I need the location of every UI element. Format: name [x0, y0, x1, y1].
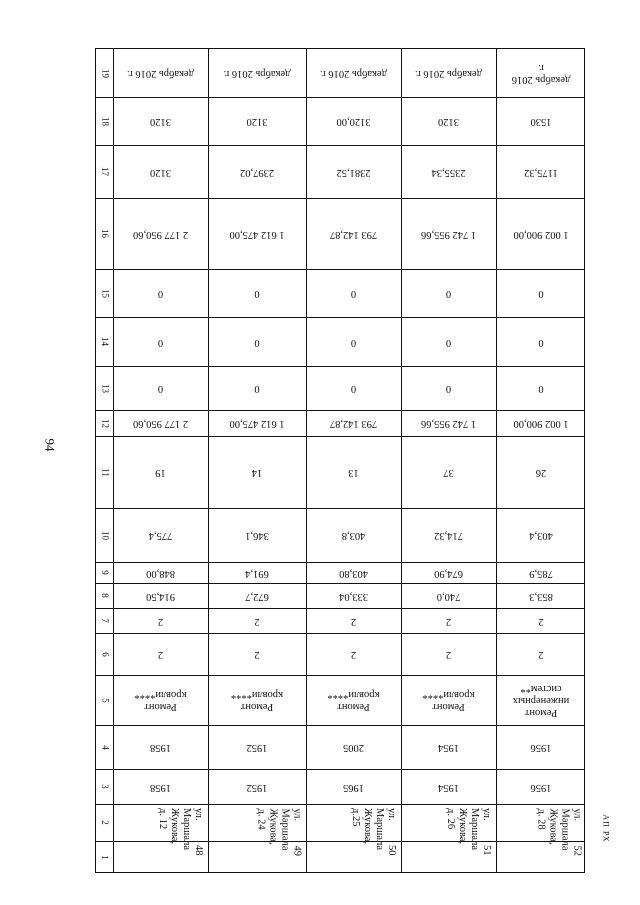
- header-col-1: 1: [99, 855, 110, 860]
- c16-cell: 793 142,87: [329, 228, 378, 240]
- c14-cell: 0: [157, 336, 164, 348]
- c19-cell: декабрь 2016 г.: [223, 68, 291, 80]
- c9-cell: 674,90: [434, 567, 463, 579]
- c12-cell: 1 742 955,66: [420, 418, 477, 430]
- year_commissioned-cell: 1958: [150, 742, 171, 754]
- year_built-cell: 1965: [343, 781, 364, 793]
- c14-cell: 0: [254, 336, 260, 348]
- row-number: 49: [291, 845, 302, 856]
- c14-cell: 0: [445, 336, 452, 348]
- address-cell: ул. Маршала Жукова, д. 24: [254, 808, 302, 850]
- c13-cell: 0: [538, 383, 544, 395]
- c14-cell: 0: [350, 336, 357, 348]
- header-col-19: 19: [99, 68, 110, 78]
- c19-cell: декабрь 2016 г.: [320, 68, 387, 80]
- c11-cell: 13: [348, 467, 359, 479]
- year_commissioned-cell: 1956: [530, 742, 552, 754]
- header-col-18: 18: [99, 116, 110, 126]
- c17-cell: 2381,52: [336, 166, 371, 178]
- year_built-cell: 1954: [438, 781, 459, 793]
- c8-cell: 740,0: [436, 590, 461, 602]
- c12-cell: 2 177 950,60: [132, 418, 189, 430]
- c11-cell: 14: [251, 467, 263, 479]
- address-cell: ул. Маршала Жукова, д. 26: [444, 808, 492, 850]
- work_type-cell: Ремонт инженерных систем**: [512, 682, 570, 719]
- c8-cell: 333,04: [339, 590, 368, 602]
- c18-cell: 1530: [530, 116, 552, 128]
- year_built-cell: 1956: [530, 781, 552, 793]
- c7-cell: 2: [157, 615, 164, 627]
- header-col-6: 6: [99, 651, 110, 657]
- header-col-11: 11: [99, 467, 110, 477]
- c16-cell: 1 612 475,00: [229, 228, 285, 240]
- header-col-17: 17: [99, 167, 110, 176]
- c11-cell: 37: [443, 467, 454, 479]
- header-col-7: 7: [99, 618, 110, 623]
- c7-cell: 2: [445, 615, 452, 627]
- c9-cell: 691,4: [245, 567, 269, 579]
- row-number: 51: [481, 845, 492, 856]
- page-number: 94: [42, 438, 58, 452]
- c18-cell: 3120: [438, 116, 459, 128]
- c10-cell: 714,32: [434, 530, 463, 542]
- c18-cell: 3120: [246, 116, 268, 128]
- c17-cell: 2397,02: [239, 166, 275, 178]
- c6-cell: 2: [445, 649, 452, 661]
- c14-cell: 0: [538, 336, 544, 348]
- header-col-5: 5: [99, 697, 110, 703]
- year_commissioned-cell: 2005: [343, 742, 364, 754]
- c6-cell: 2: [157, 649, 164, 661]
- work_type-cell: Ремонт кровли****: [134, 689, 187, 713]
- footer-code: АП РХ: [601, 814, 611, 843]
- c16-cell: 2 177 950,60: [132, 228, 189, 240]
- row-number: 52: [571, 845, 582, 856]
- address-cell: ул. Маршала Жукова, д. 28: [534, 808, 582, 850]
- header-col-4: 4: [99, 744, 110, 750]
- c8-cell: 672,7: [245, 590, 269, 602]
- c6-cell: 2: [350, 649, 357, 661]
- year_built-cell: 1958: [150, 781, 171, 793]
- c17-cell: 2355,34: [431, 166, 466, 178]
- c10-cell: 775,4: [148, 530, 173, 542]
- c13-cell: 0: [157, 383, 164, 395]
- c18-cell: 3120: [150, 116, 171, 128]
- c9-cell: 848,00: [146, 567, 175, 579]
- c12-cell: 1 002 900,00: [513, 418, 569, 430]
- c18-cell: 3120,00: [336, 116, 371, 128]
- c12-cell: 793 142,87: [329, 418, 378, 430]
- c7-cell: 2: [254, 615, 260, 627]
- c19-cell: декабрь 2016 г.: [127, 68, 194, 80]
- c15-cell: 0: [445, 288, 452, 300]
- c10-cell: 346,1: [245, 530, 269, 542]
- header-col-15: 15: [99, 288, 110, 298]
- c11-cell: 26: [535, 467, 547, 479]
- header-col-10: 10: [99, 530, 110, 540]
- year_commissioned-cell: 1952: [246, 742, 268, 754]
- c15-cell: 0: [157, 288, 164, 300]
- c15-cell: 0: [254, 288, 260, 300]
- c17-cell: 1175,32: [524, 166, 558, 178]
- c10-cell: 403,4: [529, 530, 553, 542]
- year_built-cell: 1952: [246, 781, 268, 793]
- header-col-3: 3: [99, 784, 110, 789]
- work_type-cell: Ремонт кровли****: [327, 689, 380, 713]
- c7-cell: 2: [538, 615, 544, 627]
- row-number: 48: [193, 845, 204, 856]
- c15-cell: 0: [350, 288, 357, 300]
- row-number: 50: [386, 845, 397, 856]
- c12-cell: 1 612 475,00: [229, 418, 285, 430]
- rotated-data-table: [95, 48, 585, 873]
- work_type-cell: Ремонт кровли****: [230, 689, 284, 713]
- c13-cell: 0: [350, 383, 357, 395]
- c10-cell: 403,8: [341, 530, 366, 542]
- c13-cell: 0: [254, 383, 260, 395]
- c9-cell: 785,9: [529, 567, 553, 579]
- work_type-cell: Ремонт кровли****: [422, 689, 475, 713]
- c19-cell: декабрь 2016 г.: [511, 62, 571, 86]
- c16-cell: 1 742 955,66: [420, 228, 477, 240]
- c8-cell: 914,50: [146, 590, 175, 602]
- c7-cell: 2: [350, 615, 357, 627]
- c11-cell: 19: [155, 467, 166, 479]
- c16-cell: 1 002 900,00: [513, 228, 569, 240]
- c6-cell: 2: [254, 649, 260, 661]
- c19-cell: декабрь 2016 г.: [415, 68, 482, 80]
- c13-cell: 0: [445, 383, 452, 395]
- header-col-16: 16: [99, 229, 110, 238]
- header-col-8: 8: [99, 593, 110, 598]
- header-col-9: 9: [99, 570, 110, 575]
- header-col-14: 14: [99, 337, 110, 346]
- c6-cell: 2: [538, 649, 544, 661]
- address-cell: ул. Маршала Жукова, д. 12: [156, 808, 204, 850]
- header-col-12: 12: [99, 418, 110, 428]
- c15-cell: 0: [538, 288, 544, 300]
- c8-cell: 853,3: [529, 590, 553, 602]
- c9-cell: 403,80: [339, 567, 368, 579]
- c17-cell: 3120: [150, 166, 171, 178]
- header-col-2: 2: [99, 820, 110, 825]
- header-col-13: 13: [99, 383, 110, 393]
- address-cell: ул. Маршала Жукова, д.25: [349, 808, 397, 850]
- year_commissioned-cell: 1954: [438, 742, 459, 754]
